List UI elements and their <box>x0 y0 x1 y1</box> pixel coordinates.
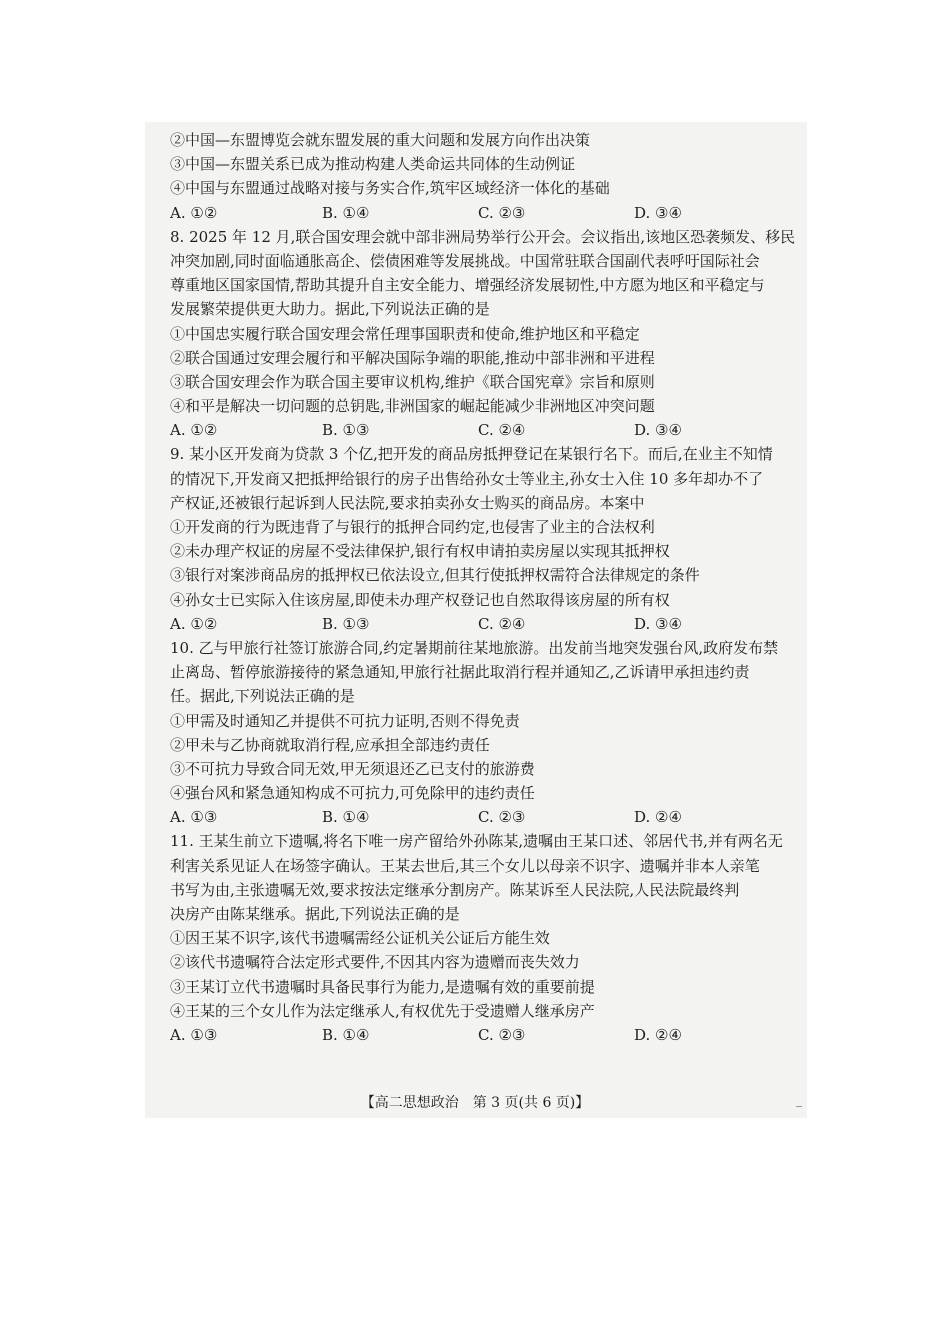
scan-mark <box>796 1106 802 1107</box>
q11-answer-d: D. ②④ <box>634 1025 682 1044</box>
q9-option-1: ①开发商的行为既违背了与银行的抵押合同约定,也侵害了业主的合法权利 <box>170 518 655 536</box>
q8-answer-b: B. ①③ <box>322 421 370 440</box>
q11-answers <box>170 1023 810 1047</box>
q8-stem-line: 尊重地区国家国情,帮助其提升自主安全能力、增强经济发展韧性,中方愿为地区和平稳定与 <box>170 276 765 295</box>
q9-option-3: ③银行对案涉商品房的抵押权已依法设立,但其行使抵押权需符合法律规定的条件 <box>170 566 700 585</box>
q10-option-4: ④强台风和紧急通知构成不可抗力,可免除甲的违约责任 <box>170 784 535 803</box>
q10-stem-line: 任。据此,下列说法正确的是 <box>170 687 355 706</box>
question-8 <box>170 225 810 443</box>
q8-answers <box>170 418 810 442</box>
q11-option-4: ④王某的三个女儿作为法定继承人,有权优先于受遗赠人继承房产 <box>170 1001 595 1020</box>
q10-option-3: ③不可抗力导致合同无效,甲无须退还乙已支付的旅游费 <box>170 759 535 778</box>
q9-stem-line: 9. 某小区开发商为贷款 3 个亿,把开发的商品房抵押登记在某银行名下。而后,在业主不知情 <box>170 445 773 464</box>
q9-option-4: ④孙女士已实际入住该房屋,即使未办理产权登记也自然取得该房屋的所有权 <box>170 590 670 609</box>
q10-answer-b: B. ①④ <box>322 808 370 827</box>
q7-answer-c: C. ②③ <box>478 203 526 222</box>
q9-answers <box>170 612 810 636</box>
q7-option-3: ③中国—东盟关系已成为推动构建人类命运共同体的生动例证 <box>170 155 576 174</box>
q9-stem-line: 的情况下,开发商又把抵押给银行的房子出售给孙女士等业主,孙女士入住 10 多年却办不了 <box>170 469 764 488</box>
q11-option-3: ③王某订立代书遗嘱时具备民事行为能力,是遗嘱有效的重要前提 <box>170 977 595 996</box>
q7-answer-a: A. ①② <box>170 203 218 222</box>
q8-answer-a: A. ①② <box>170 421 218 440</box>
q11-stem-line: 书写为由,主张遗嘱无效,要求按法定继承分割房产。陈某诉至人民法院,人民法院最终判 <box>170 880 740 899</box>
q8-answer-d: D. ③④ <box>634 421 682 440</box>
q9-stem-line: 产权证,还被银行起诉到人民法院,要求拍卖孙女士购买的商品房。本案中 <box>170 493 645 512</box>
q11-answer-c: C. ②③ <box>478 1025 526 1044</box>
q10-answer-c: C. ②③ <box>478 808 526 827</box>
q8-stem-line: 冲突加剧,同时面临通胀高企、偿债困难等发展挑战。中国常驻联合国副代表呼吁国际社会 <box>170 251 760 270</box>
q9-answer-c: C. ②④ <box>478 614 526 633</box>
q10-answers <box>170 805 810 829</box>
q7-answer-d: D. ③④ <box>634 203 682 222</box>
q8-option-3: ③联合国安理会作为联合国主要审议机构,维护《联合国宪章》宗旨和原则 <box>170 372 655 391</box>
q11-option-1: ①因王某不识字,该代书遗嘱需经公证机关公证后方能生效 <box>170 929 550 948</box>
q11-answer-b: B. ①④ <box>322 1025 370 1044</box>
question-9 <box>170 442 810 636</box>
q9-answer-b: B. ①③ <box>322 614 370 633</box>
q9-answer-d: D. ③④ <box>634 614 682 633</box>
q11-stem-line: 11. 王某生前立下遗嘱,将名下唯一房产留给外孙陈某,遗嘱由王某口述、邻居代书,并有两名无 <box>170 832 783 851</box>
page-footer: 【高二思想政治 第 3 页(共 6 页)】 <box>360 1095 590 1111</box>
q10-stem-line: 10. 乙与甲旅行社签订旅游合同,约定暑期前往某地旅游。出发前当地突发强台风,政府发布禁 <box>170 638 779 657</box>
exam-content <box>170 128 810 1047</box>
q11-answer-a: A. ①③ <box>170 1025 218 1044</box>
q8-stem-line: 发展繁荣提供更大助力。据此,下列说法正确的是 <box>170 300 490 319</box>
q11-stem-line: 决房产由陈某继承。据此,下列说法正确的是 <box>170 905 460 923</box>
q11-option-2: ②该代书遗嘱符合法定形式要件,不因其内容为遗赠而丧失效力 <box>170 953 580 972</box>
q7-answers <box>170 201 810 225</box>
q8-stem-line: 8. 2025 年 12 月,联合国安理会就中部非洲局势举行公开会。会议指出,该地区恐袭频发、移民 <box>170 227 796 246</box>
q9-answer-a: A. ①② <box>170 614 218 633</box>
q9-option-2: ②未办理产权证的房屋不受法律保护,银行有权申请拍卖房屋以实现其抵押权 <box>170 542 670 561</box>
q8-option-4: ④和平是解决一切问题的总钥匙,非洲国家的崛起能减少非洲地区冲突问题 <box>170 397 655 416</box>
q7-option-4: ④中国与东盟通过战略对接与务实合作,筑牢区域经济一体化的基础 <box>170 179 610 198</box>
q11-stem-line: 利害关系见证人在场签字确认。王某去世后,其三个女儿以母亲不识字、遗嘱并非本人亲笔 <box>170 856 760 875</box>
question-11 <box>170 829 810 1047</box>
q8-answer-c: C. ②④ <box>478 421 526 440</box>
q10-option-1: ①甲需及时通知乙并提供不可抗力证明,否则不得免责 <box>170 711 520 730</box>
q10-answer-a: A. ①③ <box>170 808 218 827</box>
question-7-tail <box>170 128 810 225</box>
q10-stem-line: 止离岛、暂停旅游接待的紧急通知,甲旅行社据此取消行程并通知乙,乙诉请甲承担违约责 <box>170 663 750 682</box>
q7-option-2: ②中国—东盟博览会就东盟发展的重大问题和发展方向作出决策 <box>170 131 591 149</box>
q8-option-2: ②联合国通过安理会履行和平解决国际争端的职能,推动中部非洲和平进程 <box>170 348 655 367</box>
question-10 <box>170 636 810 830</box>
q10-option-2: ②甲未与乙协商就取消行程,应承担全部违约责任 <box>170 735 490 754</box>
q7-answer-b: B. ①④ <box>322 203 370 222</box>
q10-answer-d: D. ②④ <box>634 808 682 827</box>
q8-option-1: ①中国忠实履行联合国安理会常任理事国职责和使命,维护地区和平稳定 <box>170 324 640 343</box>
